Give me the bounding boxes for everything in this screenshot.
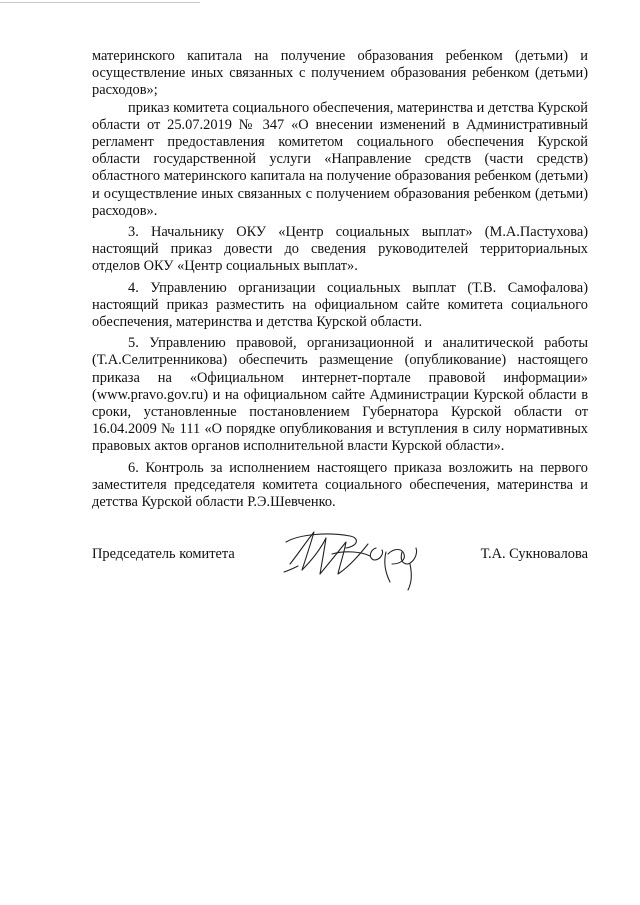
paragraph-item-5: 5. Управлению правовой, организационной и аналитической работы (Т.А.Селитренникова) обеспечить размещение (опубликование) настоящего приказа на «Официальном интернет-портале правовой информации» (www.pravo.gov.ru) и на официальном сайте Администрации Курской области в сроки, установленные постановлением Губернатора Курской области от 16.04.2009 № 111 «О порядке опубликования и вступления в силу нормативных правовых актов органов исполнительной власти Курской области». <box>92 335 588 455</box>
signer-position: Председатель комитета <box>92 546 235 562</box>
handwritten-signature <box>280 524 430 594</box>
paragraph-order-347: приказ комитета социального обеспечения, материнства и детства Курской области от 25.07.2019 № 347 «О внесении изменений в Административный регламент предоставления комитетом социального обеспечения Курской области государственной услуги «Направление средств (части средств) областного материнского капитала на получение образования ребенком (детьми) и осуществление иных связанных с получением образования ребенком (детьми) расходов». <box>92 99 588 219</box>
paragraph-continuation: материнского капитала на получение образования ребенком (детьми) и осуществление иных связанных с получением образования ребенком (детьми) расходов»; <box>92 48 588 99</box>
document-body <box>92 48 588 511</box>
signer-name: Т.А. Сукновалова <box>480 546 588 562</box>
signature-block <box>92 540 588 600</box>
paragraph-item-6: 6. Контроль за исполнением настоящего приказа возложить на первого заместителя председателя комитета социального обеспечения, материнства и детства Курской области Р.Э.Шевченко. <box>92 459 588 511</box>
paragraph-item-3: 3. Начальнику ОКУ «Центр социальных выплат» (М.А.Пастухова) настоящий приказ довести до сведения руководителей территориальных отделов ОКУ «Центр социальных выплат». <box>92 224 588 275</box>
top-edge-line <box>0 2 200 3</box>
paragraph-item-4: 4. Управлению организации социальных выплат (Т.В. Самофалова) настоящий приказ разместить на официальном сайте комитета социального обеспечения, материнства и детства Курской области. <box>92 279 588 331</box>
